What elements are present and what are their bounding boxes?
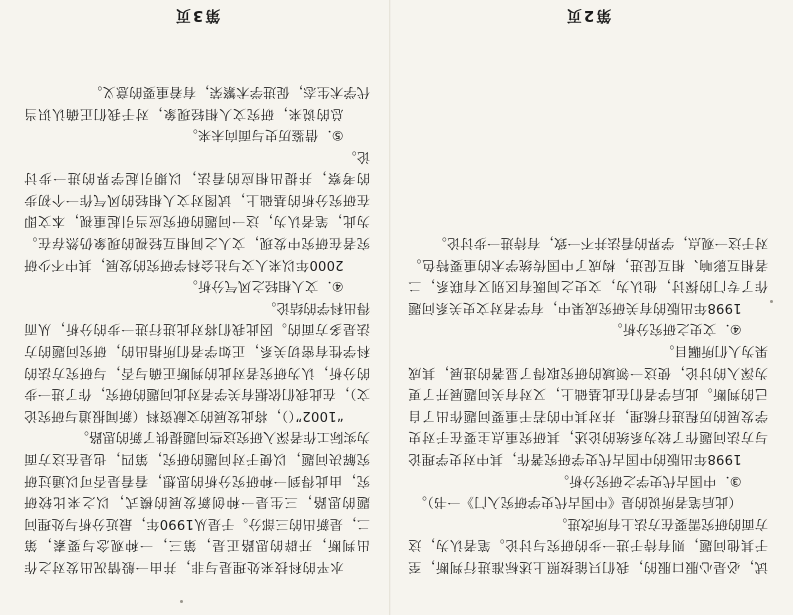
left-page-rotated bbox=[18, 6, 376, 595]
section-heading: ④．文史之研究分析。 bbox=[609, 321, 742, 337]
right-page-text bbox=[402, 6, 774, 577]
scan-speck bbox=[180, 600, 183, 603]
paragraph: （此后笔者所说的是《中国古代史学研究入门》一书）。 bbox=[413, 494, 742, 510]
scan-speck bbox=[770, 300, 773, 303]
right-page bbox=[402, 6, 774, 595]
paragraph: 总的说来，研究文人相轻现象，对于我们正确认识当代学术生态，促进学术繁荣，有着重要的意义。 bbox=[24, 83, 370, 121]
page-number: 第2页 bbox=[564, 7, 612, 25]
paragraph: 1998年出版的中国古代史学研究著作，其中对史学理论与方法问题作了较为系统的论述，其研究重点主要在于对史学发展的历程进行梳理，并对其中的若干重要问题作出了自己的判断。此后学者们在此基础上，又对有关问题展开了更为深入的讨论，使这一领域的研究取得了显著的进展，其成果为人们所瞩目。 bbox=[408, 343, 768, 467]
left-page bbox=[18, 6, 376, 595]
paragraph: 试，必是心服口服的，我们只能按照上述标准进行判断，至于其他问题，则有待于进一步的研究与讨论。笔者认为，这方面的研究需要在方法上有所改进。 bbox=[408, 515, 768, 574]
paragraph: 水平的科技来处理是与非，并由一般情况出发对之作出判断，开辟的思路正是，第三，一种观念与要素，第二，是新出的三部分。于是从1990年，最近分析与处理问题的思路，三生是一种创新发展的模式，以之来比较研究，由此得到一种研究分析的思想，看看是否可以通过研究解决问题，以便于对问题的研究，第四，也是在这方面为实际工作者深入研究这些问题提供了新的思路。 bbox=[24, 429, 370, 574]
book-gutter bbox=[389, 0, 391, 615]
left-page-text bbox=[18, 6, 376, 577]
paragraph: “1002”（），将此发展的文献资料（新闻报道与研究论文），在此我们依据有关学者对此问题的研究，作了进一步的分析，认为研究者对此的判断正确与否，与研究方法的科学性有密切关系，正如学者们所指出的，研究问题的方法是多方面的。因此我们将对此进行进一步的分析，从而得出科学的结论。 bbox=[24, 299, 370, 423]
paragraph: 1998年出版的有关研究成果中，有学者对文史关系问题作了专门的探讨，他认为，文史之间既有区别又有联系，二者相互影响、相互促进，构成了中国传统学术的重要特色。对于这一观点，学界的看法并不一致，有待进一步讨论。 bbox=[408, 235, 768, 315]
page-number: 第3页 bbox=[173, 7, 221, 25]
section-heading: ⑤．借鉴历史与面向未来。 bbox=[184, 127, 344, 143]
section-heading: ③．中国古代史学之研究分析。 bbox=[555, 472, 742, 488]
paragraph: 2000年以来人文与社会科学研究的发展，其中不少研究者在研究中发现，文人之间相互轻视的现象仍然存在。为此，笔者认为，这一问题的研究应当引起重视，本文即在研究分析的基础上，试图对文人相轻的风气作一个初步的考察，并提出相应的看法，以期引起学界的进一步讨论。 bbox=[24, 148, 370, 272]
section-heading: ④．文人相轻之风气分析。 bbox=[184, 278, 344, 294]
right-page-rotated bbox=[402, 6, 774, 595]
